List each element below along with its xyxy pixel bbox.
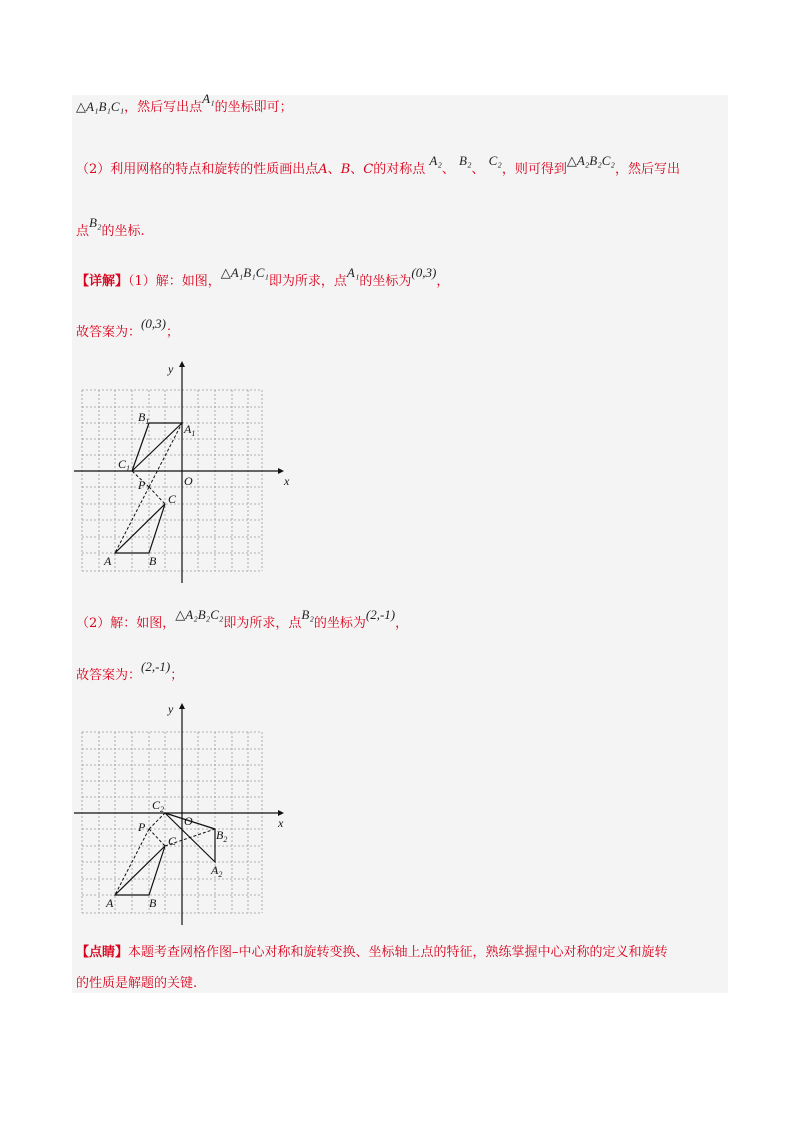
label-p: P xyxy=(138,820,146,834)
math-a1: A₁ xyxy=(346,265,360,280)
label-c1: $C_1$ xyxy=(118,457,131,473)
math-c2: C₂ xyxy=(488,153,502,168)
label-b1: $B_1$ xyxy=(138,410,150,426)
label-b: B xyxy=(149,896,157,910)
label-c: C xyxy=(168,492,177,506)
triangle-abc xyxy=(115,846,165,895)
math-a1: A₁ xyxy=(202,91,215,106)
text-line-7: 故答案为：(2,-1)； xyxy=(76,659,184,683)
label-c: C xyxy=(168,834,177,848)
grid-lines xyxy=(82,390,262,571)
math-coordinate: (2,-1) xyxy=(365,607,396,622)
label-x: x xyxy=(278,816,284,830)
label-p: P xyxy=(138,478,146,492)
label-origin: O xyxy=(184,814,193,828)
label-b2: $B_2$ xyxy=(216,828,228,844)
text-line-8: 【点睛】本题考查网格作图–中心对称和旋转变换、坐标轴上点的特征，熟练掌握中心对称的定义和旋转 xyxy=(76,945,668,960)
math-triangle-a1b1c1: △A₁B₁C₁ xyxy=(76,99,125,114)
math-a2: A₂ xyxy=(429,153,442,168)
label-c2: $C_2$ xyxy=(152,798,165,814)
dashed-rotation-lines xyxy=(115,423,182,553)
math-triangle-a2b2c2: △A₂B₂C₂ xyxy=(175,607,224,622)
text-line-3: 点B₂的坐标. xyxy=(76,215,145,239)
section-label-comment: 【点睛】 xyxy=(76,945,129,960)
label-x: x xyxy=(284,474,290,488)
triangle-a1b1c1 xyxy=(132,423,182,471)
text-line-4: 【详解】（1）解：如图，△A₁B₁C₁即为所求，点A₁的坐标为(0,3)， xyxy=(76,265,450,289)
label-a: A xyxy=(104,554,112,568)
math-triangle-a1b1c1: △A₁B₁C₁ xyxy=(220,265,269,280)
label-a1: $A_1$ xyxy=(184,422,196,438)
text-line-2: （2）利用网格的特点和旋转的性质画出点A、B、C的对称点 A₂、 B₂、 C₂，则可得到△A₂B₂C₂，然后写出 xyxy=(76,153,680,177)
label-origin: O xyxy=(184,474,193,488)
triangle-abc xyxy=(115,504,165,553)
math-coordinate: (2,-1) xyxy=(141,659,171,674)
math-coordinate: (0,3) xyxy=(411,265,437,280)
label-a2: $A_2$ xyxy=(211,863,223,879)
text-line-9: 的性质是解题的关键. xyxy=(76,976,198,991)
y-axis-arrow xyxy=(179,361,185,367)
math-coordinate: (0,3) xyxy=(141,316,166,331)
grid-lines xyxy=(82,732,262,913)
text-line-1: △A₁B₁C₁，然后写出点A₁的坐标即可； xyxy=(76,91,293,115)
figure-1-coordinate-grid xyxy=(72,355,292,590)
math-b2: B₂ xyxy=(89,215,102,230)
label-b: B xyxy=(149,554,157,568)
figure-2-coordinate-grid xyxy=(72,697,292,932)
math-b2: B₂ xyxy=(301,607,314,622)
y-axis-arrow xyxy=(179,703,185,709)
label-y: y xyxy=(168,702,174,716)
label-y: y xyxy=(168,362,174,376)
section-label-detail: 【详解】 xyxy=(76,274,129,289)
math-triangle-a2b2c2: △A₂B₂C₂ xyxy=(566,153,615,168)
text-line-5: 故答案为：(0,3)； xyxy=(76,316,179,340)
math-b2: B₂ xyxy=(459,153,472,168)
text-line-6: （2）解：如图，△A₂B₂C₂即为所求，点B₂的坐标为(2,-1)， xyxy=(76,607,409,631)
label-a: A xyxy=(106,896,114,910)
